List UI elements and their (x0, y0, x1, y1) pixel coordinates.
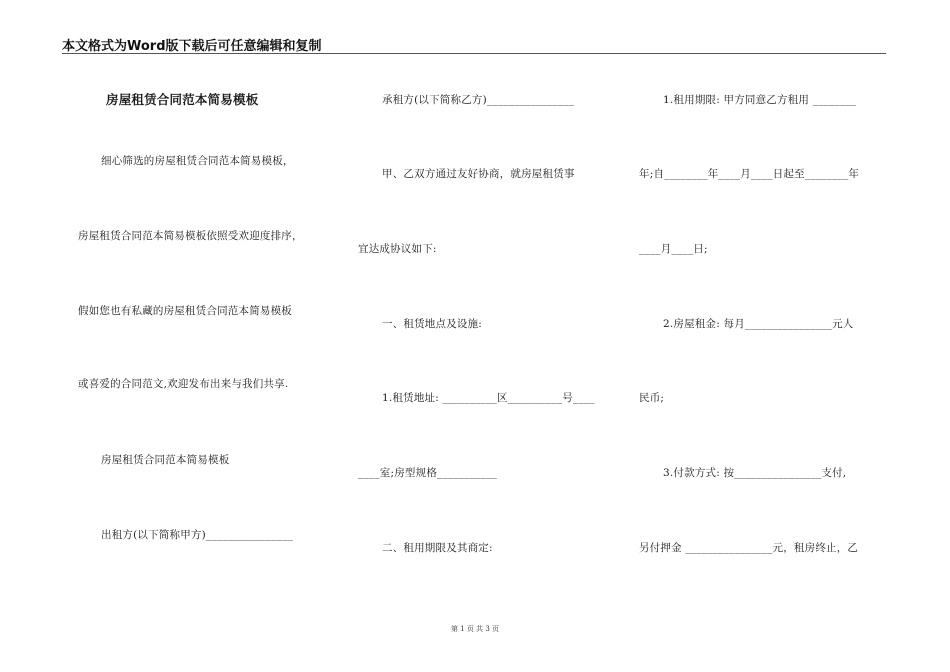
paragraph-line: 细心筛选的房屋租赁合同范本简易模板， (101, 155, 294, 167)
document-header-banner (62, 34, 886, 54)
paragraph-line: 3.付款方式: 按________________支付, (663, 467, 847, 479)
section-heading: 二、租用期限及其商定: (382, 542, 493, 554)
document-title: 房屋租赁合同范本简易模板 (106, 92, 259, 107)
paragraph-line: 年;自________年____月____日起至________年 (639, 168, 860, 180)
paragraph-line: ____室;房型规格___________ (358, 467, 497, 479)
section-heading: 一、租赁地点及设施: (382, 318, 483, 330)
paragraph-line: 2.房屋租金: 每月________________元人 (663, 318, 854, 330)
paragraph-line: 房屋租赁合同范本简易模板 (101, 454, 230, 466)
paragraph-line: 民币; (639, 392, 665, 404)
paragraph-line: 宜达成协议如下: (358, 243, 437, 255)
paragraph-line: 假如您也有私藏的房屋租赁合同范本简易模板 (78, 305, 292, 317)
page-number-footer: 第 1 页 共 3 页 (450, 625, 500, 633)
paragraph-line: ____月____日; (639, 243, 708, 255)
paragraph-line: 承租方(以下简称乙方)________________ (382, 94, 575, 106)
paragraph-line: 1.租赁地址: __________区__________号____ (382, 392, 595, 404)
paragraph-line: 房屋租赁合同范本简易模板依照受欢迎度排序， (78, 230, 303, 242)
paragraph-line: 另付押金 ________________元，租房终止，乙 (639, 542, 859, 554)
paragraph-line: 1.租用期限: 甲方同意乙方租用 ________ (663, 94, 857, 106)
paragraph-line: 出租方(以下简称甲方)________________ (101, 529, 294, 541)
paragraph-line: 或喜爱的合同范文,欢迎发布出来与我们共享. (78, 378, 289, 390)
paragraph-line: 甲、乙双方通过友好协商，就房屋租赁事 (382, 168, 575, 180)
banner-text: 本文格式为Word版下载后可任意编辑和复制 (62, 39, 322, 54)
